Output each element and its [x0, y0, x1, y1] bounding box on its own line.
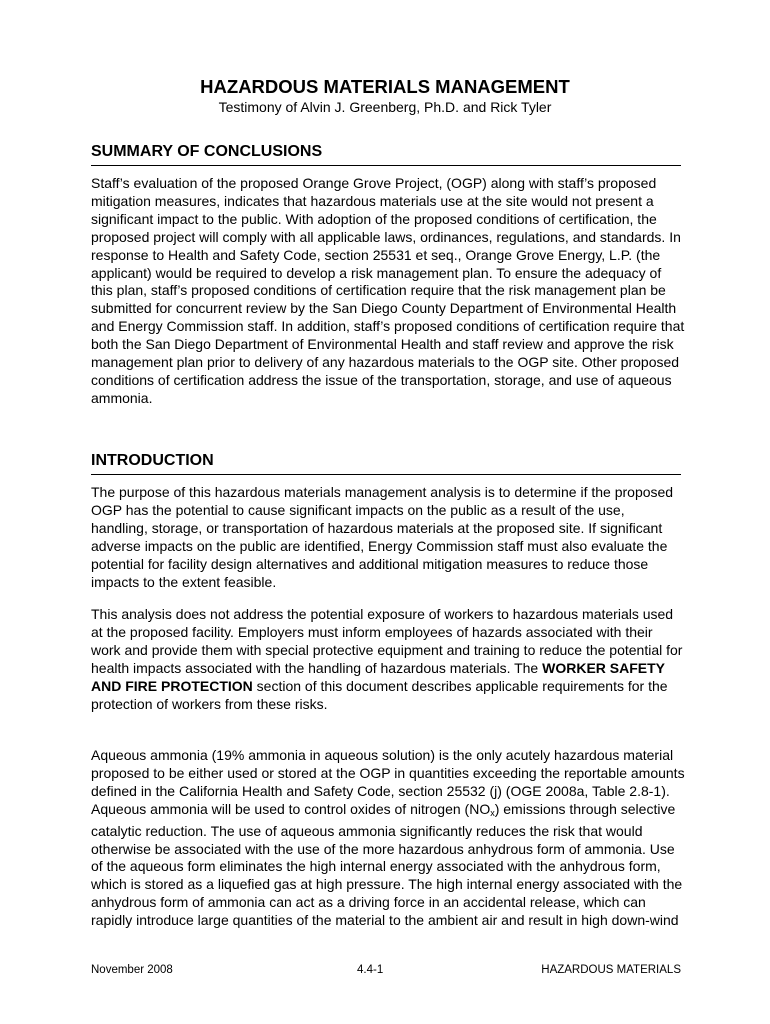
- intro-p3-text-b: ) emissions through selective catalytic reduction. The use of aqueous ammonia significantly reduces the risk that would otherwise be associated with the use of the more hazardous anhydrous form of ammonia. Use of the aqueous form eliminates the high internal energy associated with the anhydrous form, which is stored as a liquefied gas at high pressure. The high internal energy associated with the anhydrous form of ammonia can act as a driving force in an accidental release, which can rapidly introduce large quantities of the material to the ambient air and result in high down-wind: [91, 800, 683, 929]
- nox-subscript: x: [490, 807, 495, 818]
- worker-safety-reference: WORKER SAFETY AND FIRE PROTECTION: [91, 659, 665, 694]
- summary-heading: SUMMARY OF CONCLUSIONS: [91, 142, 681, 166]
- intro-p2-text-a: This analysis does not address the potential exposure of workers to hazardous materials used at the proposed facility. Employers must inform employees of hazards associated with their work and provide them with special protective equipment and training to reduce the potential for health impacts associated with the handling of hazardous materials. The: [91, 606, 683, 676]
- summary-paragraph: Staff’s evaluation of the proposed Orange Grove Project, (OGP) along with staff’s proposed mitigation measures, indicates that hazardous materials use at the site would not present a significant impact to the public. With adoption of the proposed conditions of certification, the proposed project will comply with all applicable laws, ordinances, regulations, and standards. In response to Health and Safety Code, section 25531 et seq., Orange Grove Energy, L.P. (the applicant) would be required to develop a risk management plan. To ensure the adequacy of this plan, staff’s proposed conditions of certification require that the risk management plan be submitted for concurrent review by the San Diego County Department of Environmental Health and Energy Commission staff. In addition, staff’s proposed conditions of certification require that both the San Diego Department of Environmental Health and staff review and approve the risk management plan prior to delivery of any hazardous materials to the OGP site. Other proposed conditions of certification address the issue of the transportation, storage, and use of aqueous ammonia.: [91, 175, 685, 406]
- intro-paragraph-2: [91, 606, 685, 713]
- introduction-heading: INTRODUCTION: [91, 451, 681, 475]
- intro-p2-text-b: section of this document describes applicable requirements for the protection of workers from these risks.: [91, 677, 668, 712]
- document-subtitle: Testimony of Alvin J. Greenberg, Ph.D. and Rick Tyler: [218, 99, 552, 115]
- intro-p3-text-a: Aqueous ammonia (19% ammonia in aqueous solution) is the only acutely hazardous material proposed to be either used or stored at the OGP in quantities exceeding the reportable amounts defined in the California Health and Safety Code, section 25532 (j) (OGE 2008a, Table 2.8-1). Aqueous ammonia will be used to control oxides of nitrogen (NO: [91, 747, 685, 817]
- document-title: HAZARDOUS MATERIALS MANAGEMENT: [200, 76, 570, 97]
- footer-section-name: HAZARDOUS MATERIALS: [541, 964, 681, 976]
- intro-paragraph-3: [91, 747, 685, 930]
- intro-paragraph-1: The purpose of this hazardous materials management analysis is to determine if the proposed OGP has the potential to cause significant impacts on the public as a result of the use, handling, storage, or transportation of hazardous materials at the proposed site. If significant adverse impacts on the public are identified, Energy Commission staff must also evaluate the potential for facility design alternatives and additional mitigation measures to reduce those impacts to the extent feasible.: [91, 484, 674, 590]
- footer-date: November 2008: [91, 964, 173, 976]
- footer-page-number: 4.4-1: [357, 964, 384, 976]
